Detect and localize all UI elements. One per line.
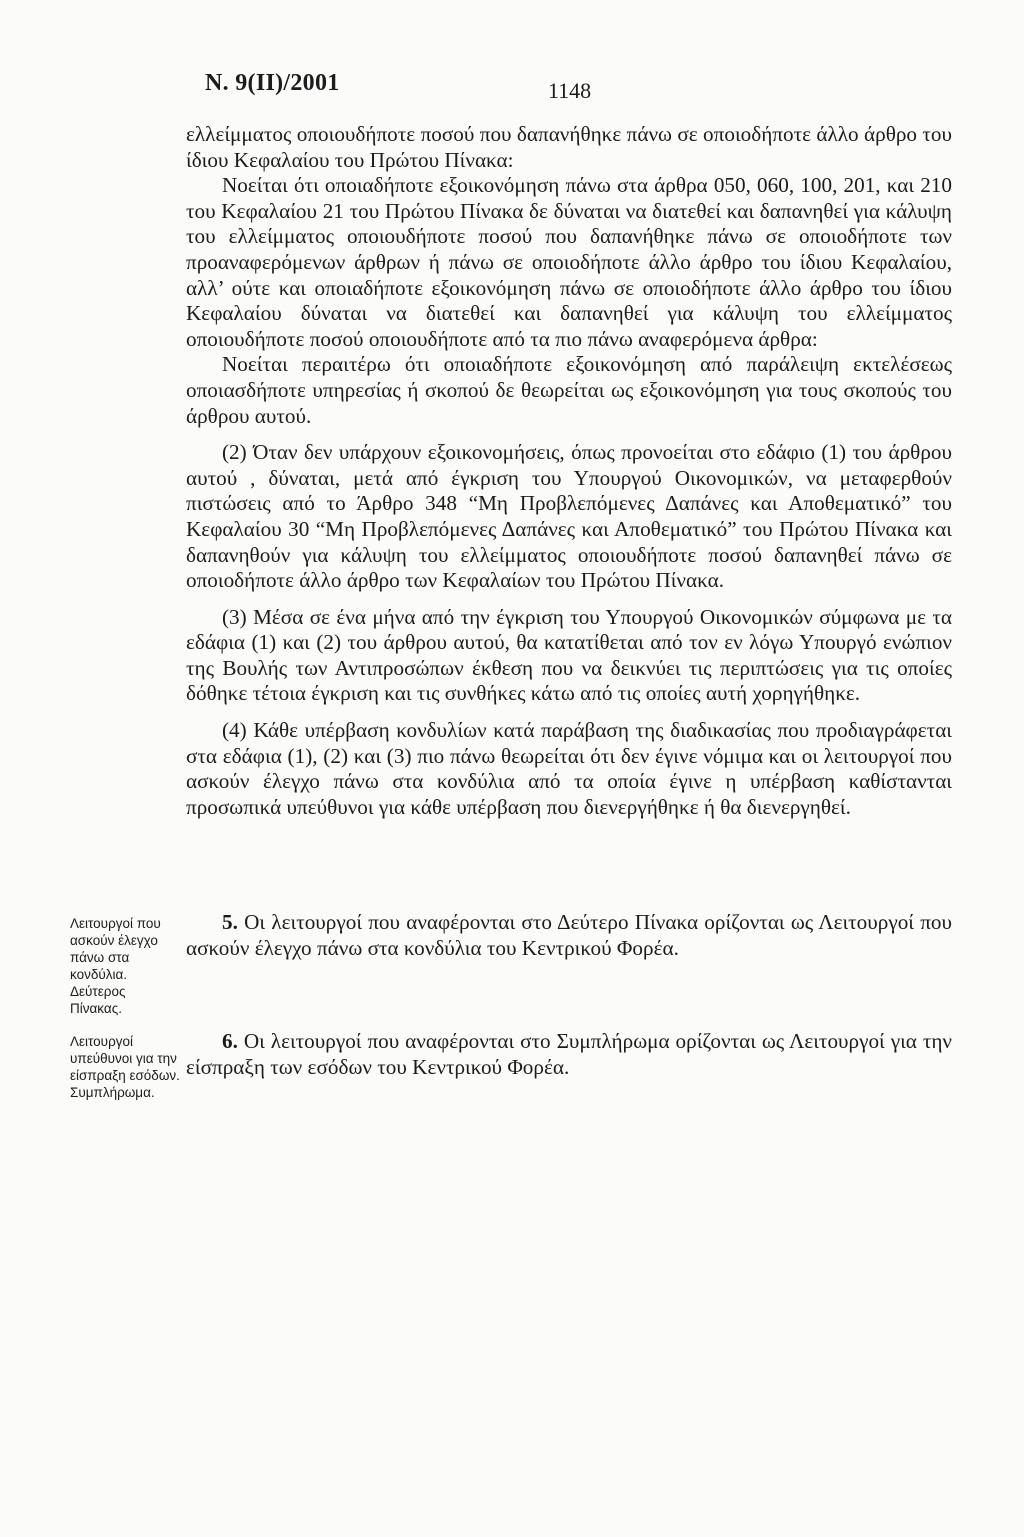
page-number: 1148 <box>548 78 592 103</box>
subsection-4-paragraph: (4) Κάθε υπέρβαση κονδυλίων κατά παράβαση της διαδικασίας που προδιαγράφεται στα εδάφια (1), (2) και (3) πιο πάνω θεωρείται ότι δεν έγινε νόμιμα και οι λειτουργοί που ασκούν έλεγχο πάνω στα κονδύλια από τα οποία έγινε η υπέρβαση καθίστανται προσωπικά υπεύθυνοι για κάθε υπέρβαση που διενεργήθηκε ή θα διενεργηθεί. <box>186 718 952 819</box>
section-5 <box>186 910 952 961</box>
subsection-2-paragraph: (2) Όταν δεν υπάρχουν εξοικονομήσεις, όπως προνοείται στο εδάφιο (1) του άρθρου αυτού , δύναται, μετά από έγκριση του Υπουργού Οικονομικών, να μεταφερθούν πιστώσεις από το Άρθρο 348 “Μη Προβλεπόμενες Δαπάνες και Αποθεματικό” του Κεφαλαίου 30 “Μη Προβλεπόμενες Δαπάνες και Αποθεματικό” του Πρώτου Πίνακα και δαπανηθούν για κάλυψη του ελλείμματος οποιουδήποτε ποσού δαπανηθεί πάνω σε οποιοδήποτε άλλο άρθρο των Κεφαλαίων του Πρώτου Πίνακα. <box>186 440 952 593</box>
section-6-text: Οι λειτουργοί που αναφέρονται στο Συμπλήρωμα ορίζονται ως Λειτουργοί για την είσπραξη των εσόδων του Κεντρικού Φορέα. <box>186 1029 952 1079</box>
section-5-number: 5. <box>222 910 238 934</box>
proviso-paragraph-1: Νοείται ότι οποιαδήποτε εξοικονόμηση πάνω στα άρθρα 050, 060, 100, 201, και 210 του Κεφαλαίου 21 του Πρώτου Πίνακα δε δύναται να διατεθεί και δαπανηθεί για κάλυψη του ελλείμματος οποιουδήποτε ποσού που δαπανήθηκε πάνω σε οποιοδήποτε των προαναφερόμενων άρθρων ή πάνω σε οποιοδήποτε άλλο άρθρο του ίδιου Κεφαλαίου, αλλ’ ούτε και οποιαδήποτε εξοικονόμηση πάνω σε οποιοδήποτε άλλο άρθρο του ίδιου Κεφαλαίου δύναται να διατεθεί και δαπανηθεί για κάλυψη του ελλείμματος οποιουδήποτε ποσού οποιουδήποτε από τα πιο πάνω αναφερόμενα άρθρα: <box>186 173 952 351</box>
main-text-block <box>186 122 952 820</box>
law-number-header: Ν. 9(ΙΙ)/2001 <box>205 70 340 96</box>
continuation-paragraph: ελλείμματος οποιουδήποτε ποσού που δαπανήθηκε πάνω σε οποιοδήποτε άλλο άρθρο του ίδιου Κεφαλαίου του Πρώτου Πίνακα: <box>186 122 952 172</box>
proviso-paragraph-2: Νοείται περαιτέρω ότι οποιαδήποτε εξοικονόμηση από παράλειψη εκτελέσεως οποιασδήποτε υπηρεσίας ή σκοπού δε θεωρείται ως εξοικονόμηση για τους σκοπούς του άρθρου αυτού. <box>186 352 952 428</box>
margin-note-section-6: Λειτουργοί υπεύθυνοι για την είσπραξη εσόδων. Συμπλήρωμα. <box>70 1034 180 1100</box>
section-6 <box>186 1029 952 1080</box>
margin-note-section-5: Λειτουργοί που ασκούν έλεγχο πάνω στα κονδύλια. Δεύτερος Πίνακας. <box>70 916 161 1016</box>
section-6-number: 6. <box>222 1029 238 1053</box>
subsection-3-paragraph: (3) Μέσα σε ένα μήνα από την έγκριση του Υπουργού Οικονομικών σύμφωνα με τα εδάφια (1) και (2) του άρθρου αυτού, θα κατατίθεται από τον εν λόγω Υπουργό ενώπιον της Βουλής των Αντιπροσώπων έκθεση που να δεικνύει τις περιπτώσεις για τις οποίες δόθηκε τέτοια έγκριση και τις συνθήκες κάτω από τις οποίες αυτή χορηγήθηκε. <box>186 604 952 706</box>
section-5-text: Οι λειτουργοί που αναφέρονται στο Δεύτερο Πίνακα ορίζονται ως Λειτουργοί που ασκούν έλεγχο πάνω στα κονδύλια του Κεντρικού Φορέα. <box>186 910 952 960</box>
